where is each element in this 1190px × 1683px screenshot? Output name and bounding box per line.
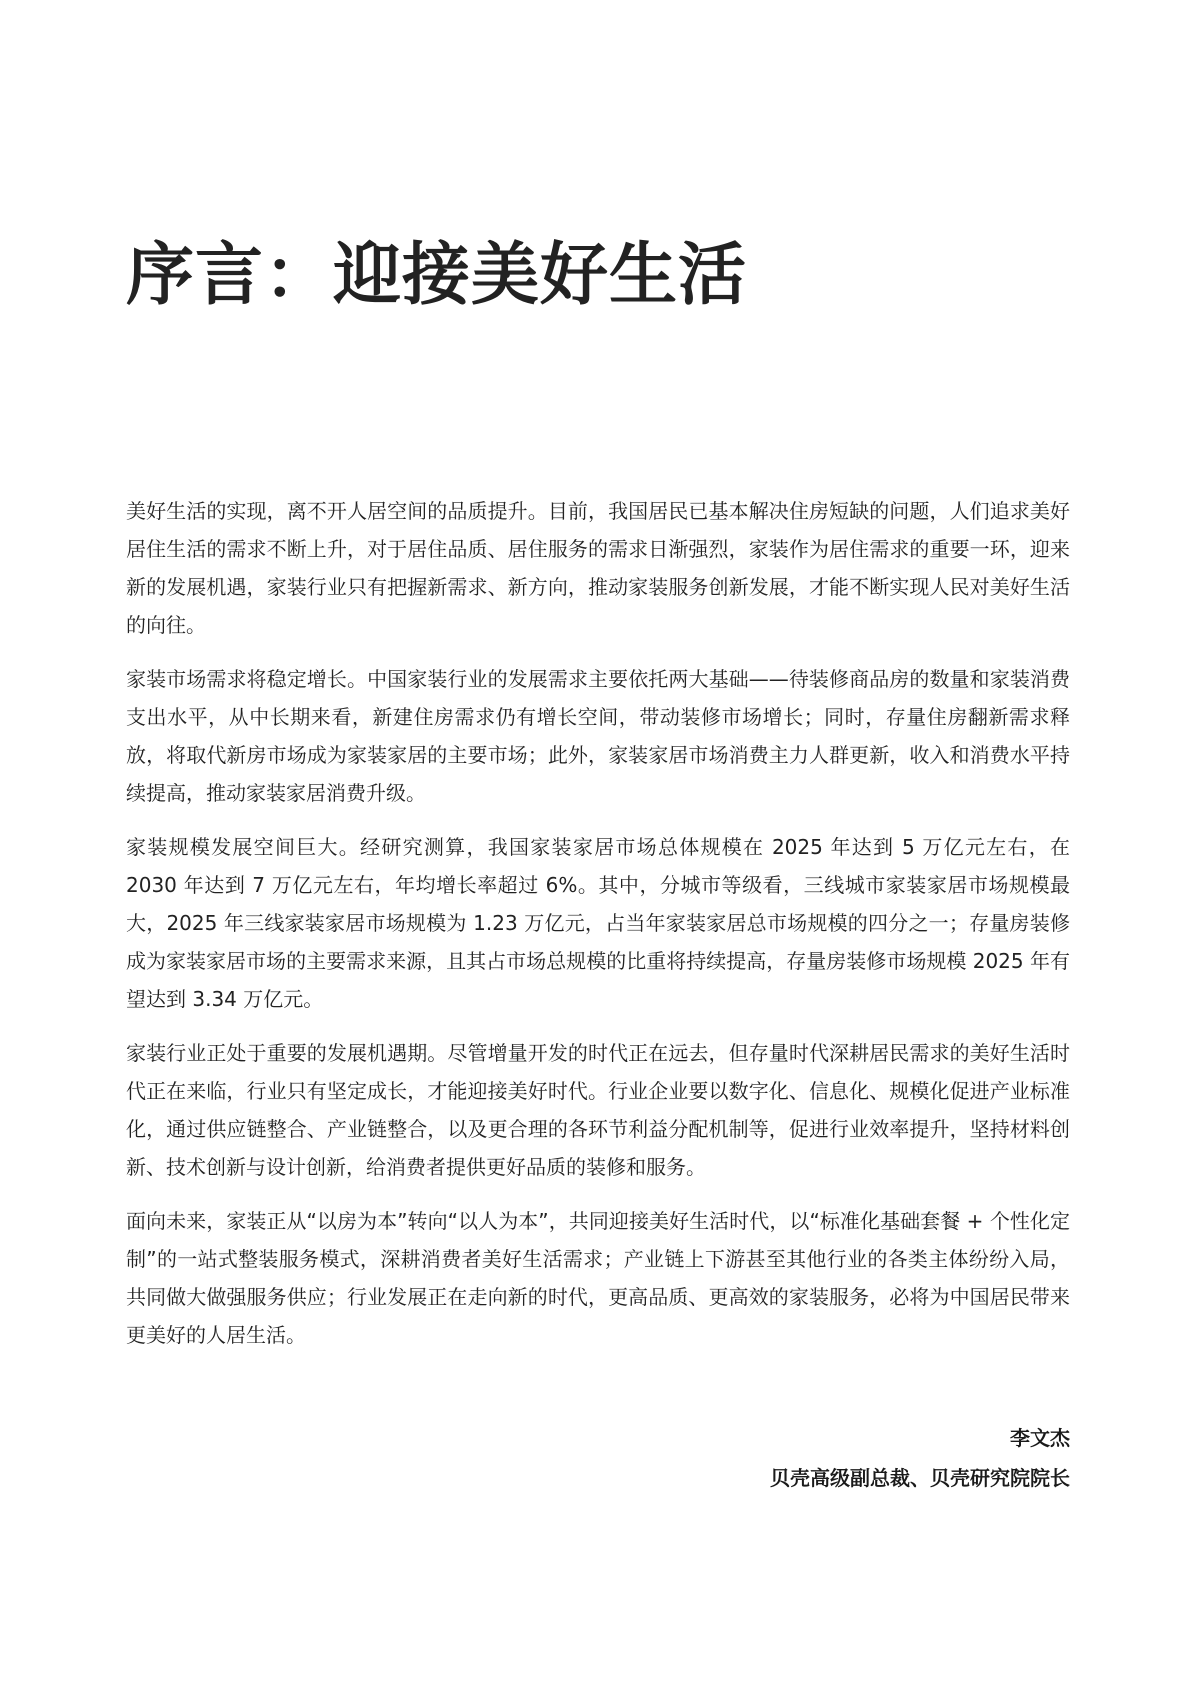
page-title: 序言：迎接美好生活: [126, 236, 748, 315]
paragraph-5: 面向未来，家装正从“以房为本”转向“以人为本”，共同迎接美好生活时代，以“标准化基础套餐 + 个性化定制”的一站式整装服务模式，深耕消费者美好生活需求；产业链上下游甚至其他行业的各类主体纷纷入局，共同做大做强服务供应；行业发展正在走向新的时代，更高品质、更高效的家装服务，必将为中国居民带来更美好的人居生活。: [126, 1209, 1070, 1347]
preface-body: [126, 492, 1070, 1370]
author-name: 李文杰: [1010, 1426, 1070, 1450]
paragraph-4: 家装行业正处于重要的发展机遇期。尽管增量开发的时代正在远去，但存量时代深耕居民需求的美好生活时代正在来临，行业只有坚定成长，才能迎接美好时代。行业企业要以数字化、信息化、规模化促进产业标准化，通过供应链整合、产业链整合，以及更合理的各环节利益分配机制等，促进行业效率提升，坚持材料创新、技术创新与设计创新，给消费者提供更好品质的装修和服务。: [126, 1041, 1070, 1179]
author-title: 贝壳高级副总裁、贝壳研究院院长: [770, 1466, 1070, 1490]
signature-block: [770, 1418, 1070, 1498]
paragraph-3: 家装规模发展空间巨大。经研究测算，我国家装家居市场总体规模在 2025 年达到 5 万亿元左右，在 2030 年达到 7 万亿元左右，年均增长率超过 6%。其中，分城市等级看，三线城市家装家居市场规模最大，2025 年三线家装家居市场规模为 1.23 万亿元，占当年家装家居总市场规模的四分之一；存量房装修成为家装家居市场的主要需求来源，且其占市场总规模的比重将持续提高，存量房装修市场规模 2025 年有望达到 3.34 万亿元。: [126, 835, 1070, 1011]
paragraph-2: 家装市场需求将稳定增长。中国家装行业的发展需求主要依托两大基础——待装修商品房的数量和家装消费支出水平，从中长期来看，新建住房需求仍有增长空间，带动装修市场增长；同时，存量住房翻新需求释放，将取代新房市场成为家装家居的主要市场；此外，家装家居市场消费主力人群更新，收入和消费水平持续提高，推动家装家居消费升级。: [126, 667, 1070, 805]
paragraph-1: 美好生活的实现，离不开人居空间的品质提升。目前，我国居民已基本解决住房短缺的问题，人们追求美好居住生活的需求不断上升，对于居住品质、居住服务的需求日渐强烈，家装作为居住需求的重要一环，迎来新的发展机遇，家装行业只有把握新需求、新方向，推动家装服务创新发展，才能不断实现人民对美好生活的向往。: [126, 499, 1070, 637]
